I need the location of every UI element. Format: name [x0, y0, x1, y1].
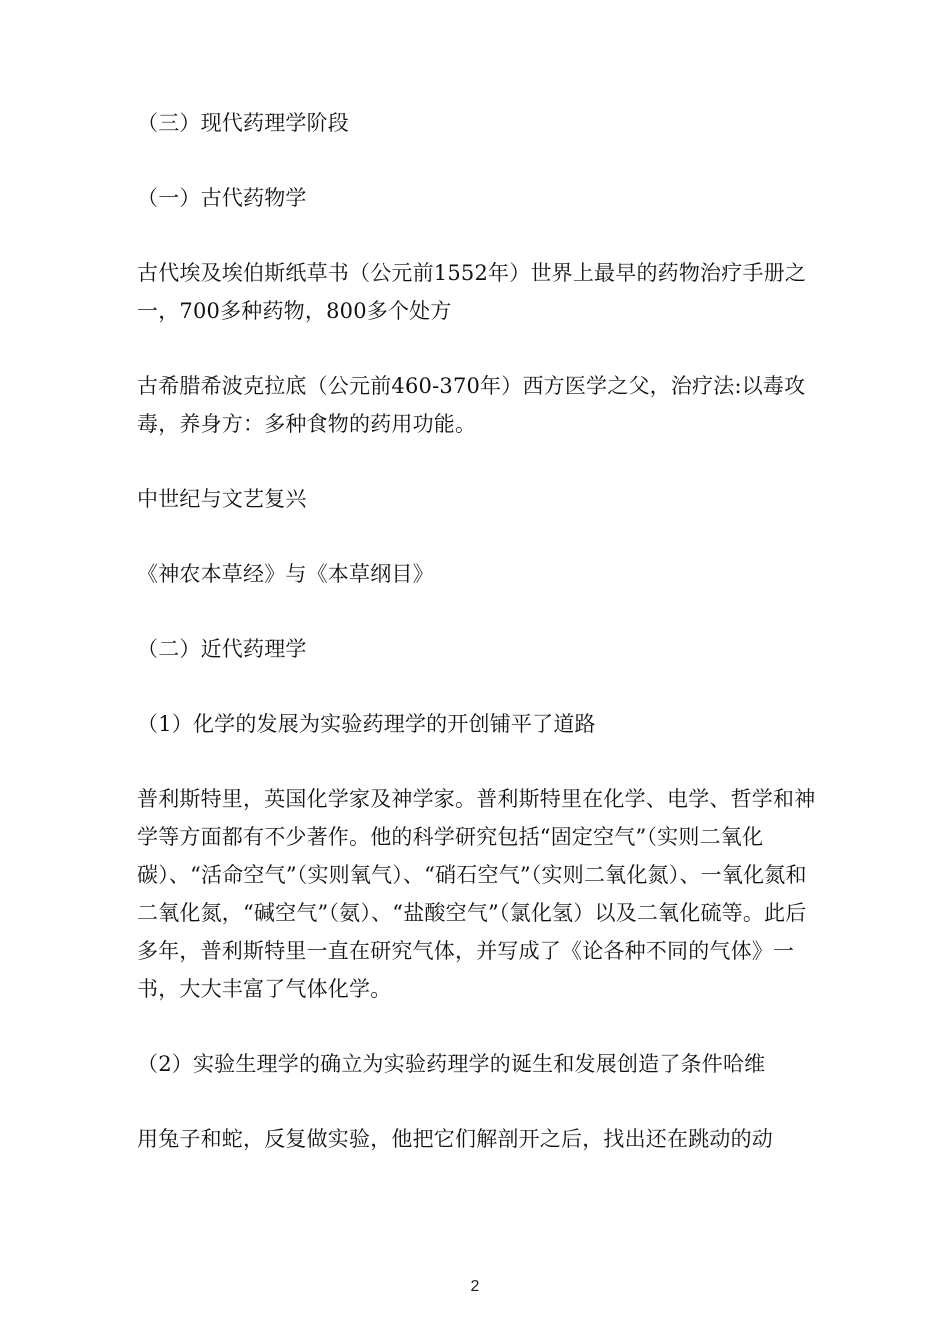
document-body — [137, 104, 827, 1158]
subsection-heading-modern: （二）近代药理学 — [137, 637, 307, 661]
section-heading: （三）现代药理学阶段 — [137, 111, 349, 135]
paragraph-hippocrates: 古希腊希波克拉底（公元前460-370年）西方医学之父，治疗法:以毒攻毒，养身方：多种食物的药用功能。 — [137, 374, 806, 436]
subsection-heading: （一）古代药物学 — [137, 186, 307, 210]
paragraph-middle-ages: 中世纪与文艺复兴 — [137, 487, 307, 511]
paragraph-classic-texts: 《神农本草经》与《本草纲目》 — [137, 562, 434, 586]
paragraph-priestley: 普利斯特里，英国化学家及神学家。普利斯特里在化学、电学、哲学和神学等方面都有不少著作。他的科学研究包括“固定空气”（实则二氧化碳）、“活命空气”（实则氧气）、“硝石空气”（实则二氧化氮）、一氧化氮和二氧化氮，“碱空气”（氨）、“盐酸空气”（氯化氢）以及二氧化硫等。此后多年，普利斯特里一直在研究气体，并写成了《论各种不同的气体》一书，大大丰富了气体化学。 — [137, 787, 816, 1001]
paragraph-harvey: 用兔子和蛇，反复做实验，他把它们解剖开之后，找出还在跳动的动 — [137, 1127, 773, 1151]
point-physiology: （2）实验生理学的确立为实验药理学的诞生和发展创造了条件哈维 — [137, 1052, 766, 1076]
paragraph-ebers-papyrus: 古代埃及埃伯斯纸草书（公元前1552年）世界上最早的药物治疗手册之一，700多种药物，800多个处方 — [137, 261, 807, 323]
page-number: 2 — [470, 1278, 480, 1295]
point-chemistry: （1）化学的发展为实验药理学的开创铺平了道路 — [137, 712, 596, 736]
